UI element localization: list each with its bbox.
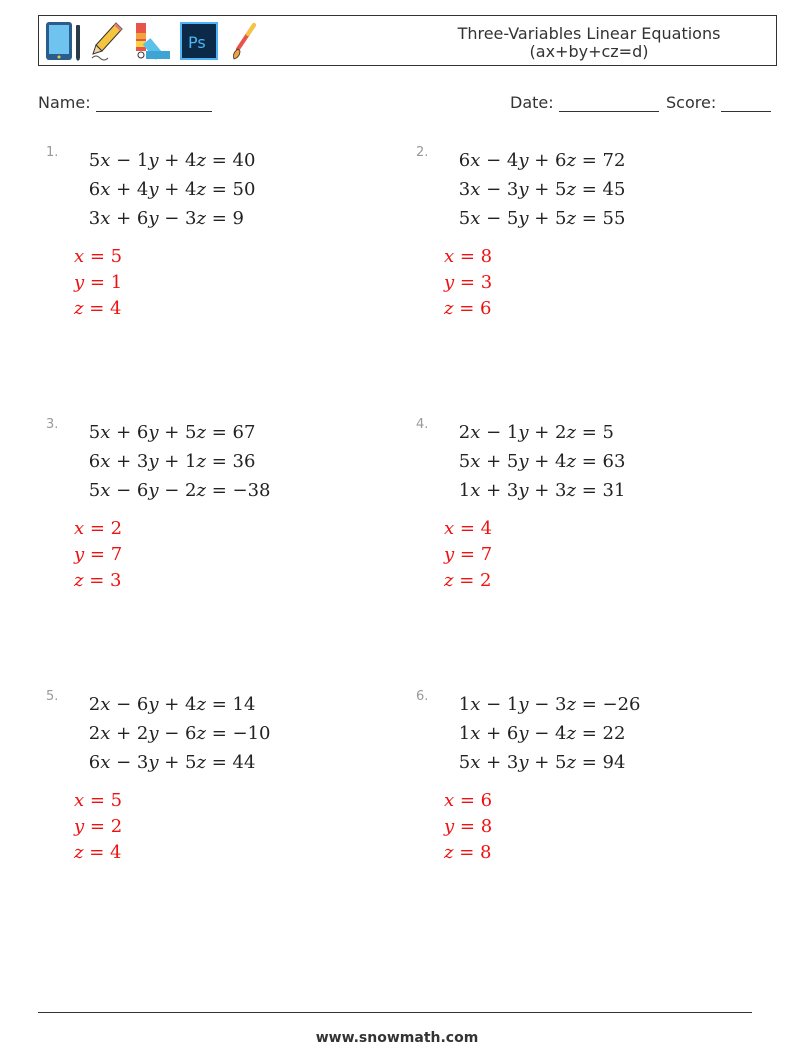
equation-lhs: 2x − 6y + 4z — [88, 694, 206, 715]
equation — [74, 150, 255, 171]
equation-lhs: 6x − 4y + 6z — [458, 150, 576, 171]
problem-2 — [416, 145, 746, 385]
equation — [74, 723, 271, 744]
paintbrush-icon — [226, 21, 260, 61]
name-label: Name: — [38, 93, 91, 112]
answer: z = 8 — [444, 842, 492, 863]
equation-lhs: 6x − 3y + 5z — [88, 752, 206, 773]
equation-rhs: = 31 — [576, 480, 626, 501]
equation — [444, 422, 614, 443]
equation-lhs: 3x − 3y + 5z — [458, 179, 576, 200]
header-icons — [44, 20, 260, 62]
answer: y = 7 — [74, 544, 123, 565]
equation — [444, 752, 625, 773]
problem-number: 5. — [46, 689, 59, 704]
equation-lhs: 1x − 1y − 3z — [458, 694, 576, 715]
answer: z = 4 — [74, 842, 122, 863]
equation-rhs: = −10 — [206, 723, 271, 744]
equation-rhs: = 40 — [206, 150, 256, 171]
equation — [444, 451, 625, 472]
equation-rhs: = 5 — [576, 422, 614, 443]
equation — [74, 208, 244, 229]
score-field[interactable] — [666, 93, 771, 112]
equation — [444, 694, 641, 715]
answer: y = 2 — [74, 816, 123, 837]
problem-number: 4. — [416, 417, 429, 432]
equation-rhs: = 63 — [576, 451, 626, 472]
equation-rhs: = 9 — [206, 208, 244, 229]
equation-rhs: = 44 — [206, 752, 256, 773]
answer: y = 1 — [74, 272, 123, 293]
equation-rhs: = 55 — [576, 208, 626, 229]
equation-lhs: 5x − 1y + 4z — [88, 150, 206, 171]
header-box — [38, 15, 777, 66]
problem-4 — [416, 417, 746, 657]
answer: x = 5 — [74, 246, 123, 267]
score-line — [721, 97, 771, 112]
equation — [74, 480, 271, 501]
footer-divider — [38, 1012, 752, 1013]
equation-lhs: 1x + 6y − 4z — [458, 723, 576, 744]
problem-3 — [46, 417, 376, 657]
equation — [444, 723, 625, 744]
equation-rhs: = 45 — [576, 179, 626, 200]
problem-number: 1. — [46, 145, 59, 160]
equation-lhs: 5x + 5y + 4z — [458, 451, 576, 472]
svg-text:Ps: Ps — [188, 33, 206, 52]
equation-rhs: = 94 — [576, 752, 626, 773]
problem-number: 2. — [416, 145, 429, 160]
answer: y = 3 — [444, 272, 493, 293]
name-line — [96, 97, 212, 112]
worksheet-title — [419, 25, 759, 61]
tablet-icon — [44, 21, 82, 61]
equation — [444, 150, 625, 171]
equation-lhs: 6x + 4y + 4z — [88, 179, 206, 200]
problem-6 — [416, 689, 746, 929]
score-label: Score: — [666, 93, 717, 112]
equation-lhs: 5x − 6y − 2z — [88, 480, 206, 501]
equation-lhs: 2x + 2y − 6z — [88, 723, 206, 744]
equation — [74, 694, 255, 715]
equation-lhs: 3x + 6y − 3z — [88, 208, 206, 229]
date-field[interactable] — [510, 93, 659, 112]
problem-number: 3. — [46, 417, 59, 432]
photoshop-icon — [180, 22, 218, 60]
equation — [74, 752, 255, 773]
pencil-icon — [90, 21, 124, 61]
color-swatch-icon — [132, 21, 172, 61]
equation-rhs: = 67 — [206, 422, 256, 443]
equation — [444, 208, 625, 229]
equation-lhs: 5x + 3y + 5z — [458, 752, 576, 773]
equation-rhs: = 50 — [206, 179, 256, 200]
date-line — [559, 97, 659, 112]
equation — [444, 179, 625, 200]
equation — [74, 451, 255, 472]
equation-rhs: = 72 — [576, 150, 626, 171]
equation-rhs: = 14 — [206, 694, 256, 715]
equation-rhs: = 22 — [576, 723, 626, 744]
problem-1 — [46, 145, 376, 385]
answer: z = 4 — [74, 298, 122, 319]
equation-rhs: = −26 — [576, 694, 641, 715]
footer-url: www.snowmath.com — [315, 1030, 479, 1046]
title-text: Three-Variables Linear Equations — [457, 24, 721, 43]
answer: x = 8 — [444, 246, 493, 267]
subtitle-text: (ax+by+cz=d) — [529, 42, 649, 61]
answer: x = 6 — [444, 790, 493, 811]
date-label: Date: — [510, 93, 554, 112]
name-field[interactable] — [38, 93, 212, 112]
equation-lhs: 5x + 6y + 5z — [88, 422, 206, 443]
equation — [74, 422, 255, 443]
answer: z = 3 — [74, 570, 122, 591]
answer: x = 5 — [74, 790, 123, 811]
problem-5 — [46, 689, 376, 929]
equation-rhs: = 36 — [206, 451, 256, 472]
equation-lhs: 6x + 3y + 1z — [88, 451, 206, 472]
answer: z = 6 — [444, 298, 492, 319]
equation-lhs: 2x − 1y + 2z — [458, 422, 576, 443]
problem-number: 6. — [416, 689, 429, 704]
answer: x = 4 — [444, 518, 493, 539]
equation-lhs: 5x − 5y + 5z — [458, 208, 576, 229]
equation — [74, 179, 255, 200]
answer: y = 7 — [444, 544, 493, 565]
answer: x = 2 — [74, 518, 123, 539]
answer: z = 2 — [444, 570, 492, 591]
equation — [444, 480, 625, 501]
equation-lhs: 1x + 3y + 3z — [458, 480, 576, 501]
answer: y = 8 — [444, 816, 493, 837]
equation-rhs: = −38 — [206, 480, 271, 501]
